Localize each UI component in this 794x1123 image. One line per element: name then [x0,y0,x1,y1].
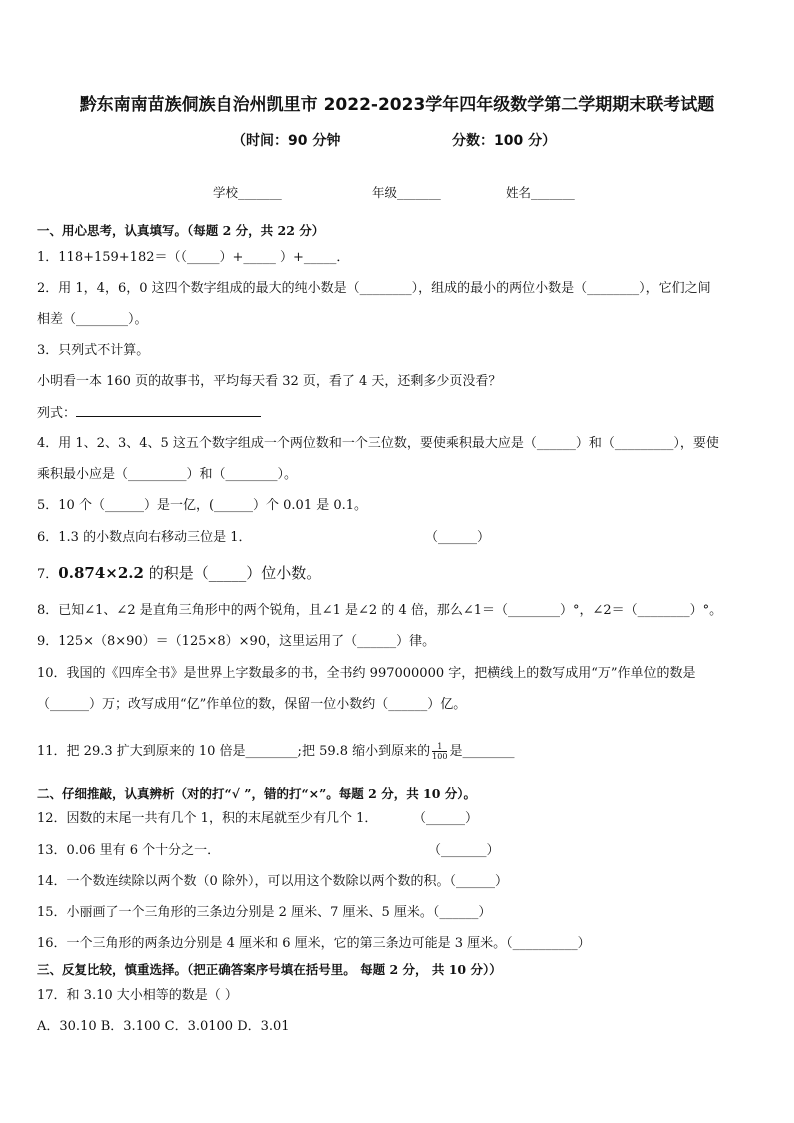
question-11-text-a: 11．把 29.3 扩大到原来的 10 倍是________;把 59.8 缩小到原来的 [37,744,431,759]
question-2-line-1: 2．用 1，4，6，0 这四个数字组成的最大的纯小数是（________），组成的最小的两位小数是（________），它们之间 [37,281,711,296]
question-11 [37,742,514,761]
question-17: 17．和 3.10 大小相等的数是（ ） [37,988,238,1003]
question-6-blank: （______） [425,530,491,545]
question-14: 14．一个数连续除以两个数（0 除外），可以用这个数除以两个数的积。（______） [37,874,508,889]
question-3-line-3 [37,404,261,423]
question-7-expression: 0.874×2.2 [58,564,144,582]
question-17-options: A．30.10 B．3.100 C．3.0100 D．3.01 [37,1019,290,1034]
question-10-line-1: 10．我国的《四库全书》是世界上字数最多的书，全书约 997000000 字，把横线上的数写成用“万”作单位的数是 [37,666,696,681]
school-field: 学校_______ [213,185,282,200]
question-1: 1．118+159+182＝（（_____）+_____ ）+_____． [37,250,350,265]
question-4-line-1: 4．用 1、2、3、4、5 这五个数字组成一个两位数和一个三位数，要使乘积最大应是（______）和（_________），要使 [37,436,719,451]
exam-title: 黔东南南苗族侗族自治州凯里市 2022-2023学年四年级数学第二学期期末联考试题 [79,95,715,115]
question-13: 13．0.06 里有 6 个十分之一． [37,843,221,858]
question-4-line-2: 乘积最小应是（_________）和（________）。 [37,467,298,482]
question-7-number: 7． [37,567,59,582]
answer-line [76,404,261,417]
question-3-line-2: 小明看一本 160 页的故事书，平均每天看 32 页，看了 4 天，还剩多少页没看？ [37,374,502,389]
question-7-text: 的积是（_____）位小数。 [143,564,322,582]
question-6: 6．1.3 的小数点向右移动三位是 1． [37,530,252,545]
question-8: 8．已知∠1、∠2 是直角三角形中的两个锐角，且∠1 是∠2 的 4 倍，那么∠1＝（________）°，∠2＝（________）°。 [37,603,723,618]
section-3-heading: 三、反复比较，慎重选择。（把正确答案序号填在括号里。 每题 2 分， 共 10 分）） [37,962,502,977]
question-5: 5．10 个（______）是一亿，(______）个 0.01 是 0.1。 [37,498,368,513]
section-1-heading: 一、用心思考，认真填写。（每题 2 分，共 22 分） [37,223,325,238]
exam-time: （时间：90 分钟 [232,133,341,149]
question-12-blank: （______） [413,811,479,826]
answer-label: 列式： [37,406,77,421]
question-15: 15．小丽画了一个三角形的三条边分别是 2 厘米、7 厘米、5 厘米。（______） [37,905,492,920]
question-11-text-b: 是________ [449,744,515,759]
section-2-heading: 二、仔细推敲，认真辨析（对的打“√ ”，错的打“×”。每题 2 分，共 10 分）。 [37,786,477,801]
fraction-denominator: 100 [432,752,448,761]
question-13-blank: （_______） [428,843,500,858]
question-9: 9．125×（8×90）＝（125×8）×90，这里运用了（______）律。 [37,634,436,649]
fraction-numerator: 1 [432,742,447,752]
name-field: 姓名_______ [506,185,575,200]
question-16: 16．一个三角形的两条边分别是 4 厘米和 6 厘米，它的第三条边可能是 3 厘米。（__________） [37,936,591,951]
question-12: 12．因数的末尾一共有几个 1，积的末尾就至少有几个 1． [37,811,378,826]
grade-field: 年级_______ [372,185,441,200]
question-7 [37,564,321,584]
question-10-line-2: （______）万；改写成用“亿”作单位的数，保留一位小数约（______）亿。 [37,697,467,712]
question-2-line-2: 相差（________）。 [37,312,148,327]
exam-score: 分数：100 分） [452,133,557,149]
question-3-line-1: 3．只列式不计算。 [37,343,150,358]
fraction-one-hundredth [432,742,447,761]
